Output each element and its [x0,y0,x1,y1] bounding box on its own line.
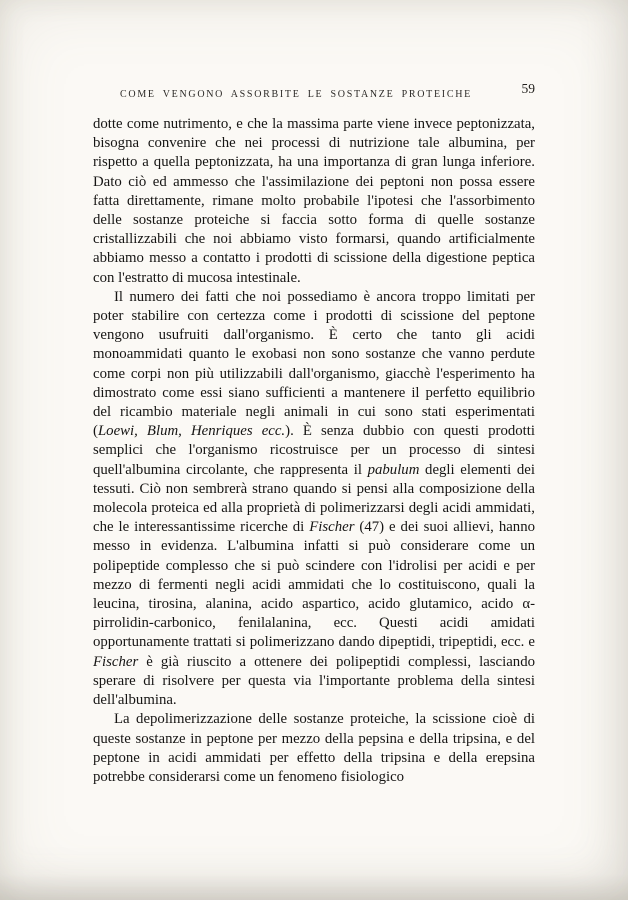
italic-text-run: Fischer [93,653,139,670]
text-run: ). È senza dubbio con questi prodotti semplici che l'organismo ricostruisce per un processo di sintesi quell'albumina circolante, che rappresenta il [93,423,536,478]
italic-text-run: pabulum [367,461,420,478]
text-column [93,0,535,787]
running-head [93,81,535,104]
paragraph [93,115,535,288]
text-run: Il numero dei fatti che noi possediamo è ancora troppo limitati per poter stabilire con certezza come i prodotti di scissione del peptone vengono usufruiti dall'organismo. È certo che tanto gli acidi monoammidati quanto le exobasi non sono sostanze che vanno perdute come corpi non più utilizzabili dall'organismo, giacchè l'esperimento ha dimostrato come essi siano sufficienti a mantenere il perfetto equilibrio del ricambio materiale negli animali in cui sono stati esperimentati ( [93,288,535,440]
italic-text-run: Fischer [309,519,355,536]
text-run: La depolimerizzazione delle sostanze proteiche, la scissione cioè di queste sostanze in peptone per mezzo della pepsina e della tripsina, e del peptone in acidi ammidati per effetto della tripsina e della erepsina potrebbe considerarsi come un fenomeno fisiologico [93,711,535,785]
italic-text-run: Loewi, Blum, Henriques ecc. [97,423,286,440]
text-run: dotte come nutrimento, e che la massima parte viene invece peptonizzata, bisogna convenire che nei processi di nutrizione tale albumina, per rispetto a quella peptonizzata, ha una importanza di gran lunga inferiore. Dato ciò ed ammesso che l'assimilazione dei peptoni non possa essere fatta direttamente, rimane molto probabile l'ipotesi che l'assorbimento delle sostanze proteiche si faccia sotto forma di quelle sostanze cristallizzabili che noi abbiamo visto formarsi, quando artificialmente abbiamo messo a contatto i prodotti di scissione della digestione peptica con l'estratto di mucosa intestinale. [93,116,535,286]
page-body [93,115,535,787]
running-head-title: COME VENGONO ASSORBITE LE SOSTANZE PROTEICHE [120,89,472,100]
text-run: degli elementi dei tessuti. Ciò non sembrerà strano quando si pensi alla composizione della molecola proteica ed alla proprietà di polimerizzarsi degli acidi ammidati, che le interessantissime ricerche di [93,461,535,536]
text-run: (47) e dei suoi allievi, hanno messo in evidenza. L'albumina infatti si può considerare come un polipeptide complesso che si può scindere con l'idrolisi per acidi e per mezzo di fermenti negli acidi ammidati che lo costituiscono, quali la leucina, tirosina, alanina, acido aspartico, acido glutamico, acido α-pirrolidin-carbonico, fenilalanina, ecc. Questi acidi amidati opportunamente trattati si polimerizzano dando dipeptidi, tripeptidi, ecc. e [93,519,536,651]
page-number: 59 [521,81,535,96]
text-run: è già riuscito a ottenere dei polipeptidi complessi, lasciando sperare di risolvere per questa via l'importante problema della sintesi dell'albumina. [93,653,535,709]
paragraph [93,710,535,787]
paragraph [93,288,535,710]
